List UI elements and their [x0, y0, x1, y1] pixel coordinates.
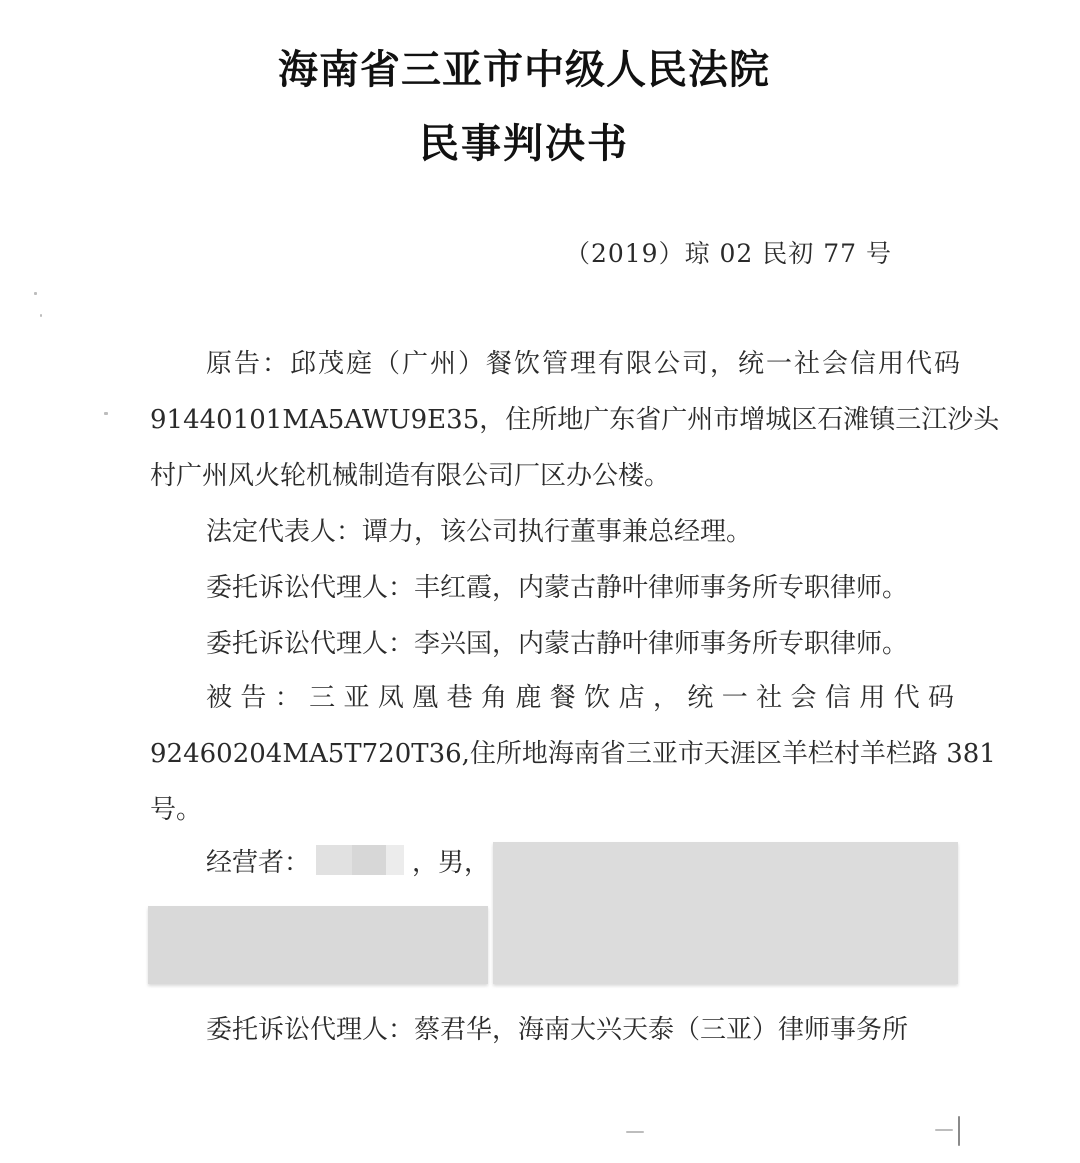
agent-1: [150, 560, 960, 616]
plaintiff-line-3: 村广州风火轮机械制造有限公司厂区办公楼。: [150, 461, 671, 491]
redacted-address-block: [148, 906, 488, 984]
document-type-title: 民事判决书: [419, 121, 629, 167]
agent-3-text: 委托诉讼代理人：蔡君华，海南大兴天泰（三亚）律师事务所: [206, 1015, 909, 1045]
plaintiff-line-2: 91440101MA5AWU9E35，住所地广东省广州市增城区石滩镇三江沙头: [150, 405, 1000, 435]
scan-speck: [104, 412, 108, 415]
agent-3: [150, 1002, 960, 1058]
agent-2-text: 委托诉讼代理人：李兴国，内蒙古静叶律师事务所专职律师。: [206, 629, 909, 659]
operator-label: 经营者：: [206, 848, 311, 878]
redacted-name-part-1: [316, 845, 352, 875]
case-number: （2019）琼 02 民初 77 号: [564, 239, 892, 268]
defendant-line-3: 号。: [150, 795, 203, 825]
redacted-personal-info-block: [493, 842, 958, 984]
legal-representative-text: 法定代表人：谭力，该公司执行董事兼总经理。: [206, 517, 753, 547]
scan-speck: [626, 1131, 644, 1133]
scan-speck: [935, 1129, 953, 1131]
defendant-line-2: 92460204MA5T720T36,住所地海南省三亚市天涯区羊栏村羊栏路 381: [150, 739, 996, 769]
operator-line: [206, 835, 491, 891]
scan-speck: [40, 314, 42, 317]
scan-mark-vertical: [958, 1116, 960, 1146]
defendant-line-1: 被告：三亚凤凰巷角鹿餐饮店，统一社会信用代码: [206, 683, 960, 713]
legal-representative: [150, 504, 960, 560]
plaintiff-paragraph: [150, 336, 1000, 504]
plaintiff-line-1: 原告：邱茂庭（广州）餐饮管理有限公司，统一社会信用代码: [206, 349, 960, 379]
court-title: 海南省三亚市中级人民法院: [278, 47, 770, 93]
agent-2: [150, 616, 960, 672]
operator-gender: ，男，: [412, 848, 491, 878]
scan-speck: [34, 292, 37, 295]
redacted-name-part-2: [352, 845, 386, 875]
agent-1-text: 委托诉讼代理人：丰红霞，内蒙古静叶律师事务所专职律师。: [206, 573, 909, 603]
defendant-paragraph: [150, 670, 996, 838]
redacted-name-part-3: [386, 845, 404, 875]
